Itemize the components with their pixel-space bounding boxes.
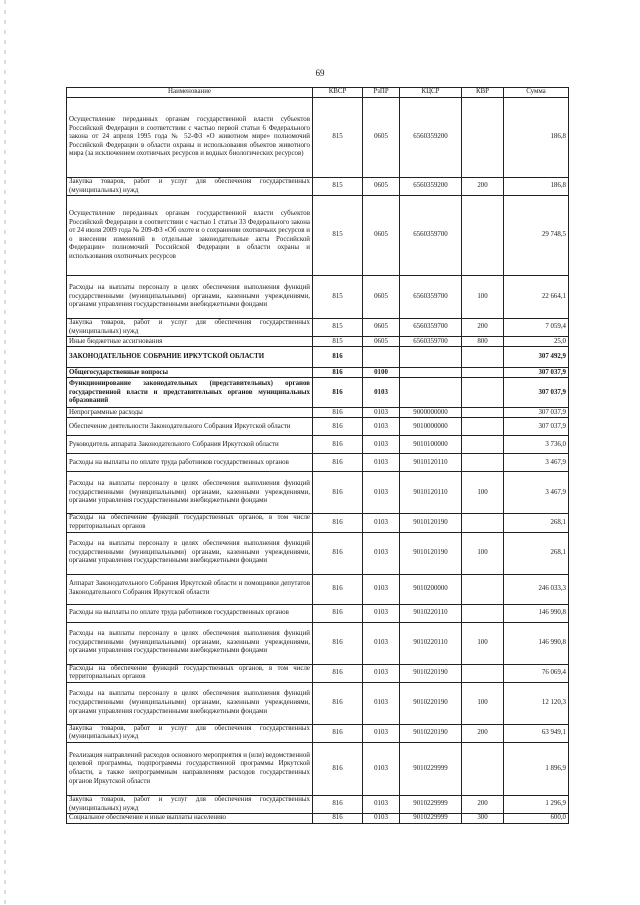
cell-rzpr: 0103 <box>363 418 400 436</box>
cell-name: Закупка товаров, работ и услуг для обеспечения государственных (муниципальных) нужд <box>67 795 313 813</box>
cell-rzpr: 0103 <box>363 514 400 532</box>
cell-kcsr: 9010120190 <box>400 532 462 574</box>
cell-rzpr: 0100 <box>363 368 400 378</box>
cell-kcsr: 9010000000 <box>400 418 462 436</box>
cell-sum: 22 664,1 <box>504 276 569 319</box>
cell-name: Расходы на выплаты персоналу в целях обеспечения выполнения функций государственными (муниципальными) органами, казенными учреждениями, органами управления государственными внебюджетными фондами <box>67 622 313 664</box>
cell-name: Закупка товаров, работ и услуг для обеспечения государственных (муниципальных) нужд <box>67 319 313 337</box>
cell-kvsr: 816 <box>313 742 363 795</box>
cell-rzpr: 0103 <box>363 604 400 622</box>
cell-kvsr: 815 <box>313 196 363 276</box>
cell-rzpr: 0103 <box>363 454 400 472</box>
cell-sum: 146 990,8 <box>504 622 569 664</box>
cell-kvr <box>462 454 504 472</box>
cell-kvsr: 815 <box>313 276 363 319</box>
cell-kvsr: 816 <box>313 347 363 368</box>
cell-kvsr: 816 <box>313 408 363 418</box>
cell-name: Расходы на выплаты персоналу в целях обеспечения выполнения функций государственными (муниципальными) органами, казенными учреждениями, органами управления государственными внебюджетными фондами <box>67 276 313 319</box>
cell-kvr <box>462 408 504 418</box>
cell-kcsr: 9010220190 <box>400 682 462 724</box>
cell-kvr <box>462 436 504 454</box>
cell-sum: 186,8 <box>504 98 569 178</box>
cell-kcsr: 9010120110 <box>400 472 462 514</box>
cell-sum: 76 069,4 <box>504 664 569 682</box>
table-row <box>67 347 569 368</box>
cell-kcsr: 9010220110 <box>400 622 462 664</box>
table-row <box>67 574 569 604</box>
cell-kvr <box>462 98 504 178</box>
cell-kvsr: 815 <box>313 178 363 196</box>
cell-kvr <box>462 196 504 276</box>
cell-sum: 307 037,9 <box>504 378 569 408</box>
table-row <box>67 276 569 319</box>
table-row <box>67 532 569 574</box>
cell-kvsr: 816 <box>313 622 363 664</box>
cell-sum: 268,1 <box>504 532 569 574</box>
table-row <box>67 604 569 622</box>
cell-name: Расходы на выплаты по оплате труда работников государственных органов <box>67 604 313 622</box>
cell-kvr <box>462 742 504 795</box>
cell-kvr: 200 <box>462 795 504 813</box>
cell-kvsr: 816 <box>313 814 363 824</box>
cell-kcsr <box>400 347 462 368</box>
cell-kvsr: 816 <box>313 664 363 682</box>
cell-kvr <box>462 378 504 408</box>
cell-kcsr: 9000000000 <box>400 408 462 418</box>
cell-name: Непрограммные расходы <box>67 408 313 418</box>
cell-sum: 1 296,9 <box>504 795 569 813</box>
cell-kvsr: 815 <box>313 98 363 178</box>
cell-kcsr: 9010220190 <box>400 724 462 742</box>
cell-rzpr: 0605 <box>363 276 400 319</box>
cell-rzpr: 0103 <box>363 742 400 795</box>
table-row <box>67 814 569 824</box>
cell-kcsr: 9010120190 <box>400 514 462 532</box>
cell-rzpr: 0103 <box>363 622 400 664</box>
cell-kvsr: 816 <box>313 604 363 622</box>
cell-kcsr: 6560359200 <box>400 98 462 178</box>
cell-name: Расходы на обеспечение функций государственных органов, в том числе территориальных органов <box>67 514 313 532</box>
cell-kcsr: 6560359700 <box>400 337 462 347</box>
cell-kcsr: 6560359700 <box>400 319 462 337</box>
header-kvsr: КВСР <box>313 88 363 98</box>
cell-name: Общегосударственные вопросы <box>67 368 313 378</box>
table-row <box>67 418 569 436</box>
cell-sum: 63 949,1 <box>504 724 569 742</box>
table-row <box>67 742 569 795</box>
table-row <box>67 454 569 472</box>
cell-rzpr: 0605 <box>363 337 400 347</box>
cell-name: Осуществление переданных органам государственной власти субъектов Российской Федерации в соответствии с частью 1 статьи 33 Федерального закона от 24 июля 2009 года № 209-ФЗ «Об охоте и о сохранении охотничьих ресурсов и о внесении изменений в отдельные законодательные акты Российской Федерации» полномочий Российской Федерации в области охраны и использования охотничьих ресурсов <box>67 196 313 276</box>
cell-kcsr: 9010229999 <box>400 814 462 824</box>
table-row <box>67 436 569 454</box>
table-row <box>67 319 569 337</box>
cell-kvr <box>462 664 504 682</box>
table-row <box>67 378 569 408</box>
cell-kcsr: 9010200000 <box>400 574 462 604</box>
cell-kvr <box>462 514 504 532</box>
cell-sum: 146 990,8 <box>504 604 569 622</box>
cell-kvr: 200 <box>462 319 504 337</box>
cell-sum: 307 037,9 <box>504 418 569 436</box>
header-sum: Сумма <box>504 88 569 98</box>
table-row <box>67 472 569 514</box>
cell-rzpr: 0605 <box>363 178 400 196</box>
table-row <box>67 178 569 196</box>
cell-sum: 307 037,9 <box>504 408 569 418</box>
cell-kvr: 100 <box>462 622 504 664</box>
cell-kvsr: 816 <box>313 682 363 724</box>
cell-kcsr: 9010229999 <box>400 742 462 795</box>
cell-name: Расходы на выплаты персоналу в целях обеспечения выполнения функций государственными (муниципальными) органами, казенными учреждениями, органами управления государственными внебюджетными фондами <box>67 532 313 574</box>
table-row <box>67 664 569 682</box>
cell-kcsr: 9010100000 <box>400 436 462 454</box>
cell-kcsr: 9010229999 <box>400 795 462 813</box>
cell-kvsr: 816 <box>313 472 363 514</box>
cell-rzpr <box>363 347 400 368</box>
cell-name: Расходы на выплаты персоналу в целях обеспечения выполнения функций государственными (муниципальными) органами, казенными учреждениями, органами управления государственными внебюджетными фондами <box>67 682 313 724</box>
cell-sum: 12 120,3 <box>504 682 569 724</box>
cell-kvr <box>462 368 504 378</box>
cell-kcsr: 9010220110 <box>400 604 462 622</box>
cell-name: Расходы на выплаты персоналу в целях обеспечения выполнения функций государственными (муниципальными) органами, казенными учреждениями, органами управления государственными внебюджетными фондами <box>67 472 313 514</box>
cell-kvr <box>462 574 504 604</box>
table-row <box>67 682 569 724</box>
header-kvr: КВР <box>462 88 504 98</box>
cell-rzpr: 0103 <box>363 574 400 604</box>
cell-kvsr: 816 <box>313 795 363 813</box>
cell-kvsr: 816 <box>313 532 363 574</box>
table-row <box>67 98 569 178</box>
table-row <box>67 724 569 742</box>
cell-name: Расходы на обеспечение функций государственных органов, в том числе территориальных органов <box>67 664 313 682</box>
cell-sum: 25,0 <box>504 337 569 347</box>
cell-kcsr: 6560359700 <box>400 276 462 319</box>
cell-kvr: 100 <box>462 276 504 319</box>
cell-kvsr: 816 <box>313 724 363 742</box>
cell-kcsr <box>400 378 462 408</box>
table-row <box>67 368 569 378</box>
cell-sum: 600,0 <box>504 814 569 824</box>
cell-kvsr: 816 <box>313 454 363 472</box>
table-row <box>67 795 569 813</box>
cell-sum: 3 467,9 <box>504 472 569 514</box>
cell-kvr: 200 <box>462 724 504 742</box>
cell-kcsr: 9010120110 <box>400 454 462 472</box>
cell-name: Руководитель аппарата Законодательного Собрания Иркутской области <box>67 436 313 454</box>
cell-name: Аппарат Законодательного Собрания Иркутской области и помощники депутатов Законодательного Собрания Иркутской области <box>67 574 313 604</box>
cell-name: ЗАКОНОДАТЕЛЬНОЕ СОБРАНИЕ ИРКУТСКОЙ ОБЛАСТИ <box>67 347 313 368</box>
cell-kvsr: 816 <box>313 436 363 454</box>
cell-kvr: 100 <box>462 472 504 514</box>
cell-kvsr: 815 <box>313 319 363 337</box>
cell-kvr <box>462 604 504 622</box>
cell-rzpr: 0103 <box>363 664 400 682</box>
cell-kvr: 300 <box>462 814 504 824</box>
cell-kvsr: 816 <box>313 574 363 604</box>
cell-kvr: 100 <box>462 682 504 724</box>
cell-rzpr: 0103 <box>363 814 400 824</box>
cell-kvsr: 815 <box>313 337 363 347</box>
cell-kcsr <box>400 368 462 378</box>
cell-rzpr: 0605 <box>363 319 400 337</box>
cell-name: Осуществление переданных органам государственной власти субъектов Российской Федерации в соответствии с частью первой статьи 6 Федерального закона от 24 апреля 1995 года № 52-ФЗ «О животном мире» полномочий Российской Федерации в области охраны и использования объектов животного мира (за исключением охотничьих ресурсов и водных биологических ресурсов) <box>67 98 313 178</box>
header-name: Наименование <box>67 88 313 98</box>
cell-name: Иные бюджетные ассигнования <box>67 337 313 347</box>
table-row <box>67 514 569 532</box>
cell-kvr: 800 <box>462 337 504 347</box>
cell-rzpr: 0103 <box>363 472 400 514</box>
cell-sum: 268,1 <box>504 514 569 532</box>
cell-sum: 7 059,4 <box>504 319 569 337</box>
page-number: 69 <box>315 68 325 78</box>
cell-kvsr: 816 <box>313 368 363 378</box>
table-row <box>67 337 569 347</box>
table-row <box>67 622 569 664</box>
cell-name: Расходы на выплаты по оплате труда работников государственных органов <box>67 454 313 472</box>
cell-kvsr: 816 <box>313 378 363 408</box>
cell-name: Социальное обеспечение и иные выплаты населению <box>67 814 313 824</box>
cell-sum: 3 467,9 <box>504 454 569 472</box>
header-kcsr: КЦСР <box>400 88 462 98</box>
cell-sum: 307 037,9 <box>504 368 569 378</box>
cell-sum: 186,8 <box>504 178 569 196</box>
cell-rzpr: 0103 <box>363 532 400 574</box>
cell-kvsr: 816 <box>313 514 363 532</box>
cell-rzpr: 0103 <box>363 436 400 454</box>
cell-rzpr: 0103 <box>363 682 400 724</box>
table-header-row <box>67 88 569 98</box>
cell-rzpr: 0103 <box>363 408 400 418</box>
header-rzpr: РзПР <box>363 88 400 98</box>
table-row <box>67 408 569 418</box>
cell-kvr: 200 <box>462 178 504 196</box>
cell-rzpr: 0605 <box>363 98 400 178</box>
cell-name: Функционирование законодательных (представительных) органов государственной власти и представительных органов муниципальных образований <box>67 378 313 408</box>
cell-kcsr: 6560359200 <box>400 178 462 196</box>
cell-name: Закупка товаров, работ и услуг для обеспечения государственных (муниципальных) нужд <box>67 724 313 742</box>
budget-table <box>66 87 569 824</box>
cell-rzpr: 0103 <box>363 724 400 742</box>
cell-kcsr: 6560359700 <box>400 196 462 276</box>
cell-name: Закупка товаров, работ и услуг для обеспечения государственных (муниципальных) нужд <box>67 178 313 196</box>
cell-sum: 29 748,5 <box>504 196 569 276</box>
cell-kvr <box>462 418 504 436</box>
cell-kvr: 100 <box>462 532 504 574</box>
cell-sum: 246 033,3 <box>504 574 569 604</box>
cell-sum: 1 896,9 <box>504 742 569 795</box>
cell-rzpr: 0103 <box>363 378 400 408</box>
cell-sum: 3 736,0 <box>504 436 569 454</box>
cell-sum: 307 492,9 <box>504 347 569 368</box>
cell-name: Обеспечение деятельности Законодательного Собрания Иркутской области <box>67 418 313 436</box>
cell-kvr <box>462 347 504 368</box>
cell-rzpr: 0103 <box>363 795 400 813</box>
cell-kcsr: 9010220190 <box>400 664 462 682</box>
cell-rzpr: 0605 <box>363 196 400 276</box>
cell-kvsr: 816 <box>313 418 363 436</box>
scan-margin <box>4 0 6 905</box>
cell-name: Реализация направлений расходов основного мероприятия и (или) ведомственной целевой программы, подпрограммы государственной программы Иркутской области, а также непрограммным направлениям расходов государственных органов Иркутской области <box>67 742 313 795</box>
table-row <box>67 196 569 276</box>
